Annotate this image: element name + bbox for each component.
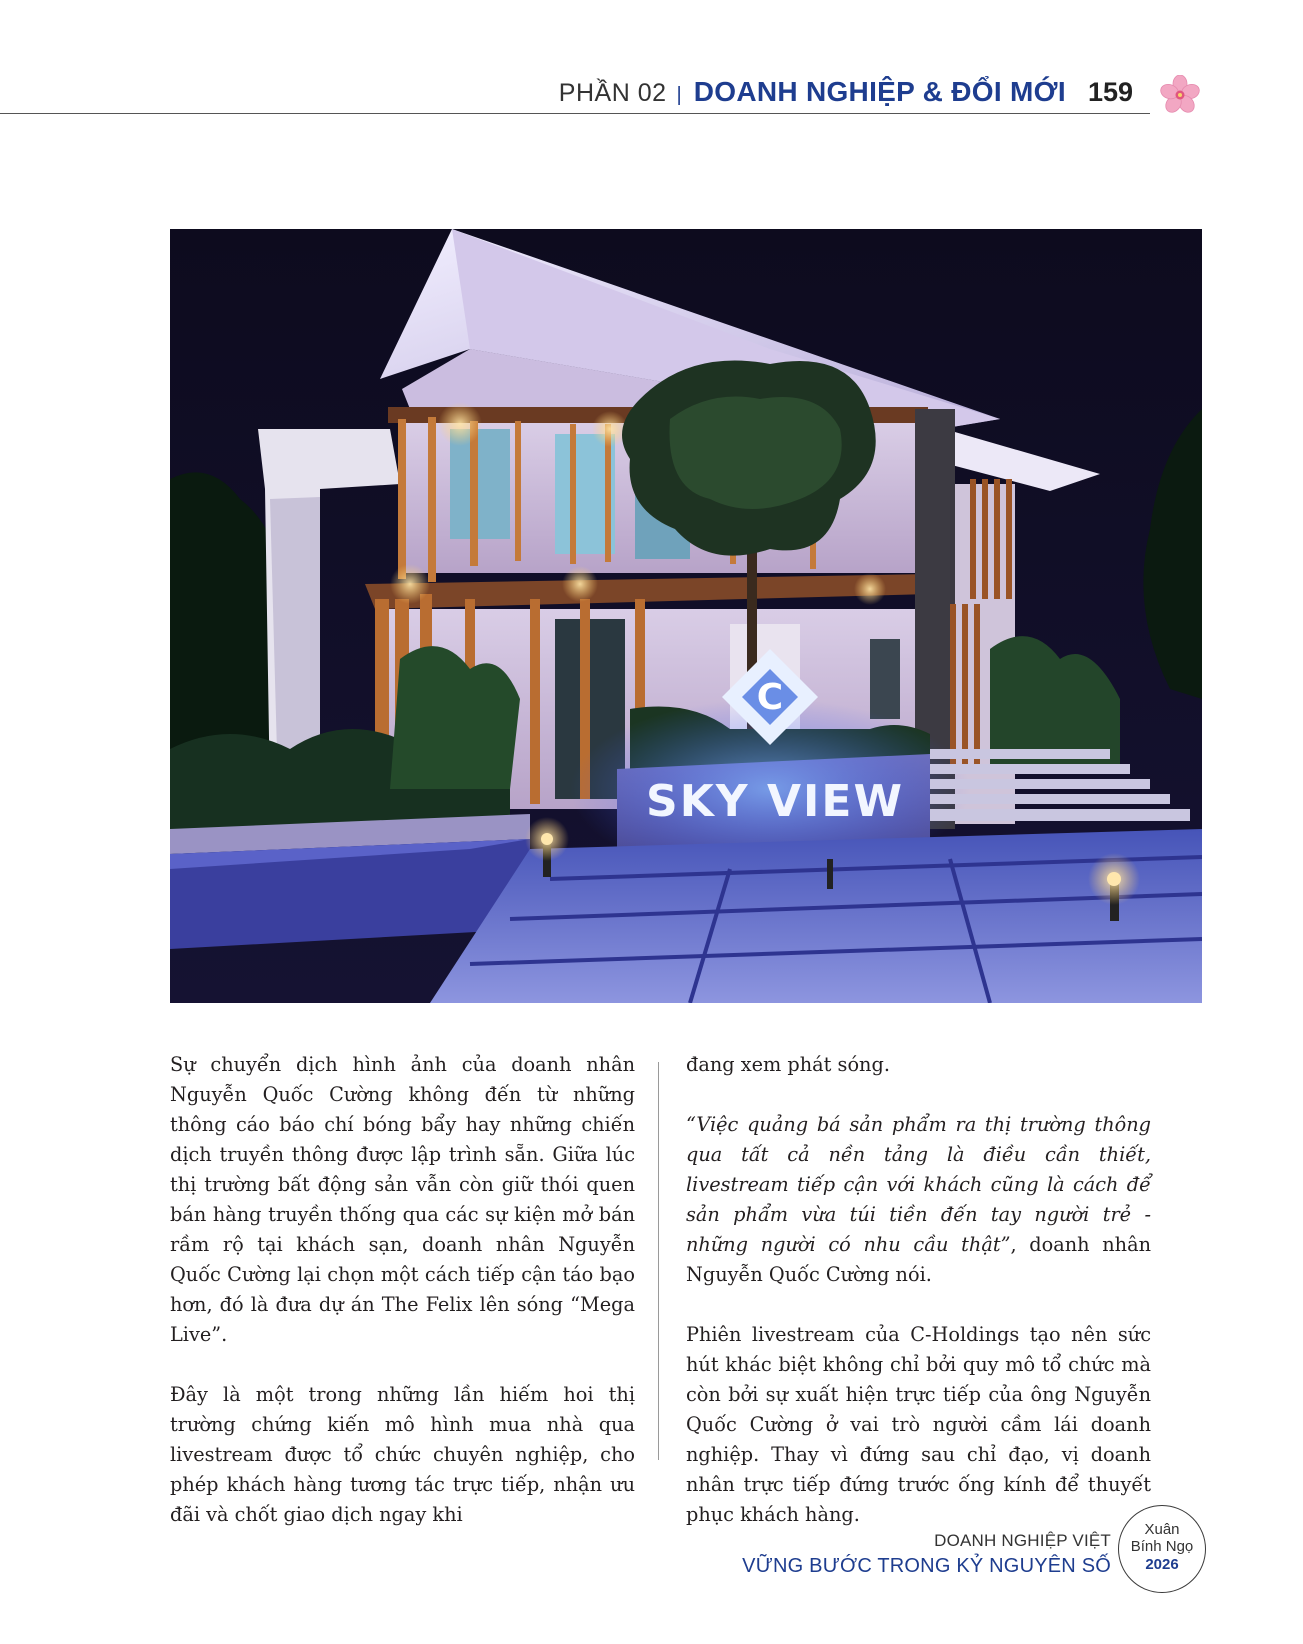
cherry-blossom-icon [1160,75,1200,115]
quote-text: “Việc quảng bá sản phẩm ra thị trường thông qua tất cả nền tảng là điều cần thiết, livestream tiếp cận với khách cũng là cách để sản phẩm vừa túi tiền đến tay người trẻ - những người có nhu cầu thật” [686,1113,1151,1256]
section-label: PHẦN 02 [558,79,667,107]
issue-badge [1118,1505,1206,1593]
page-header [559,76,1133,108]
footer-publication-name: DOANH NGHIỆP VIỆT [934,1531,1111,1550]
page-number: 159 [1087,77,1133,107]
column-divider [658,1062,659,1460]
text-column-left [170,1050,635,1560]
sky-view-sign: SKY VIEW [646,776,904,827]
text-column-right [686,1050,1151,1560]
paragraph: Sự chuyển dịch hình ảnh của doanh nhân Nguyễn Quốc Cường không đến từ những thông cáo báo chí bóng bẩy hay những chiến dịch truyền thông được lập trình sẵn. Giữa lúc thị trường bất động sản vẫn còn giữ thói quen bán hàng truyền thống qua các sự kiện mở bán rầm rộ tại khách sạn, doanh nhân Nguyễn Quốc Cường lại chọn một cách tiếp cận táo bạo hơn, đó là đưa dự án The Felix lên sóng “Mega Live”. [170,1053,635,1346]
badge-line: Xuân [1144,1521,1180,1538]
section-title: DOANH NGHIỆP & ĐỔI MỚI [693,76,1066,107]
badge-line: Bính Ngọ [1130,1538,1194,1555]
badge-year: 2026 [1145,1556,1179,1573]
paragraph: Đây là một trong những lần hiếm hoi thị trường chứng kiến mô hình mua nhà qua livestream được tổ chức chuyên nghiệp, cho phép khách hàng tương tác trực tiếp, nhận ưu đãi và chốt giao dịch ngay khi [170,1383,635,1526]
sky-view-building-photo [170,229,1202,1003]
quote-paragraph [686,1110,1151,1290]
header-separator: | [676,84,682,106]
footer [742,1531,1111,1578]
paragraph: Phiên livestream của C-Holdings tạo nên sức hút khác biệt không chỉ bởi quy mô tổ chức mà còn bởi sự xuất hiện trực tiếp của ông Nguyễn Quốc Cường ở vai trò người cầm lái doanh nghiệp. Thay vì đứng sau chỉ đạo, vị doanh nhân trực tiếp đứng trước ống kính để thuyết phục khách hàng. [686,1323,1151,1526]
header-rule [0,113,1150,114]
footer-tagline: VỮNG BƯỚC TRONG KỶ NGUYÊN SỐ [742,1555,1111,1577]
paragraph-continuation: đang xem phát sóng. [686,1053,890,1076]
svg-text:C: C [756,677,784,718]
quote-attribution: , doanh nhân Nguyễn Quốc Cường nói. [686,1233,1151,1286]
